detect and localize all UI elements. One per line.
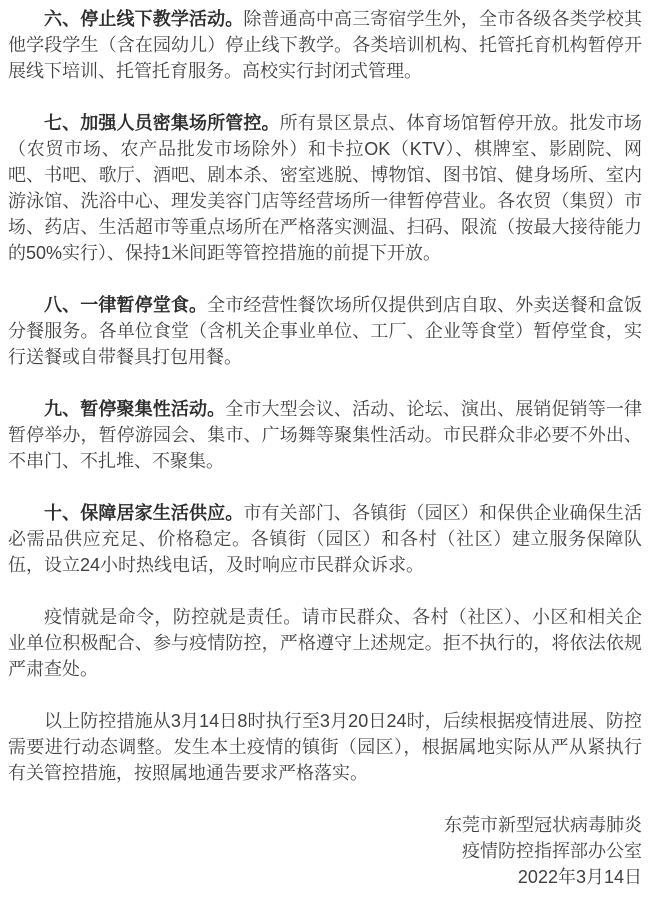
notice-paragraph-7 — [8, 110, 642, 266]
notice-paragraph-epidemic-order — [8, 604, 642, 682]
paragraph-6-heading: 六、停止线下教学活动。 — [44, 9, 244, 29]
signature-org-line2: 疫情防控指挥部办公室 — [462, 841, 642, 861]
notice-paragraph-10 — [8, 500, 642, 578]
paragraph-epidemic-order-body: 疫情就是命令，防控就是责任。请市民群众、各村（社区）、小区和相关企业单位积极配合、参与疫情防控，严格遵守上述规定。拒不执行的，将依法依规严肃查处。 — [8, 607, 642, 679]
paragraph-effective-period-body: 以上防控措施从3月14日8时执行至3月20日24时，后续根据疫情进展、防控需要进行动态调整。发生本土疫情的镇街（园区），根据属地实际从严从紧执行有关管控措施，按照属地通告要求严格落实。 — [8, 711, 642, 783]
paragraph-10-body: 市有关部门、各镇街（园区）和保供企业确保生活必需品供应充足、价格稳定。各镇街（园区）和各村（社区）建立服务保障队伍，设立24小时热线电话，及时响应市民群众诉求。 — [8, 503, 642, 575]
paragraph-10-heading: 十、保障居家生活供应。 — [44, 503, 244, 523]
signature-block — [8, 812, 642, 890]
notice-paragraph-8 — [8, 292, 642, 370]
signature-org-line1: 东莞市新型冠状病毒肺炎 — [444, 815, 642, 835]
paragraph-7-body: 所有景区景点、体育场馆暂停开放。批发市场（农贸市场、农产品批发市场除外）和卡拉OK（KTV）、棋牌室、影剧院、网吧、书吧、歌厅、酒吧、剧本杀、密室逃脱、博物馆、图书馆、健身场所、室内游泳馆、洗浴中心、理发美容门店等经营场所一律暂停营业。各农贸（集贸）市场、药店、生活超市等重点场所在严格落实测温、扫码、限流（按最大接待能力的50%实行）、保持1米间距等管控措施的前提下开放。 — [8, 113, 642, 263]
notice-paragraph-6 — [8, 6, 642, 84]
paragraph-7-heading: 七、加强人员密集场所管控。 — [44, 113, 280, 133]
paragraph-8-body: 全市经营性餐饮场所仅提供到店自取、外卖送餐和盒饭分餐服务。各单位食堂（含机关企事业单位、工厂、企业等食堂）暂停堂食，实行送餐或自带餐具打包用餐。 — [8, 295, 642, 367]
signature-date: 2022年3月14日 — [517, 867, 642, 887]
paragraph-9-body: 全市大型会议、活动、论坛、演出、展销促销等一律暂停举办，暂停游园会、集市、广场舞等聚集性活动。市民群众非必要不外出、不串门、不扎堆、不聚集。 — [8, 399, 642, 471]
notice-paragraph-9 — [8, 396, 642, 474]
paragraph-8-heading: 八、一律暂停堂食。 — [44, 295, 208, 315]
notice-paragraph-effective-period — [8, 708, 642, 786]
paragraph-9-heading: 九、暂停聚集性活动。 — [44, 399, 226, 419]
paragraph-6-body: 除普通高中高三寄宿学生外，全市各级各类学校其他学段学生（含在园幼儿）停止线下教学。各类培训机构、托管托育机构暂停开展线下培训、托管托育服务。高校实行封闭式管理。 — [8, 9, 642, 81]
